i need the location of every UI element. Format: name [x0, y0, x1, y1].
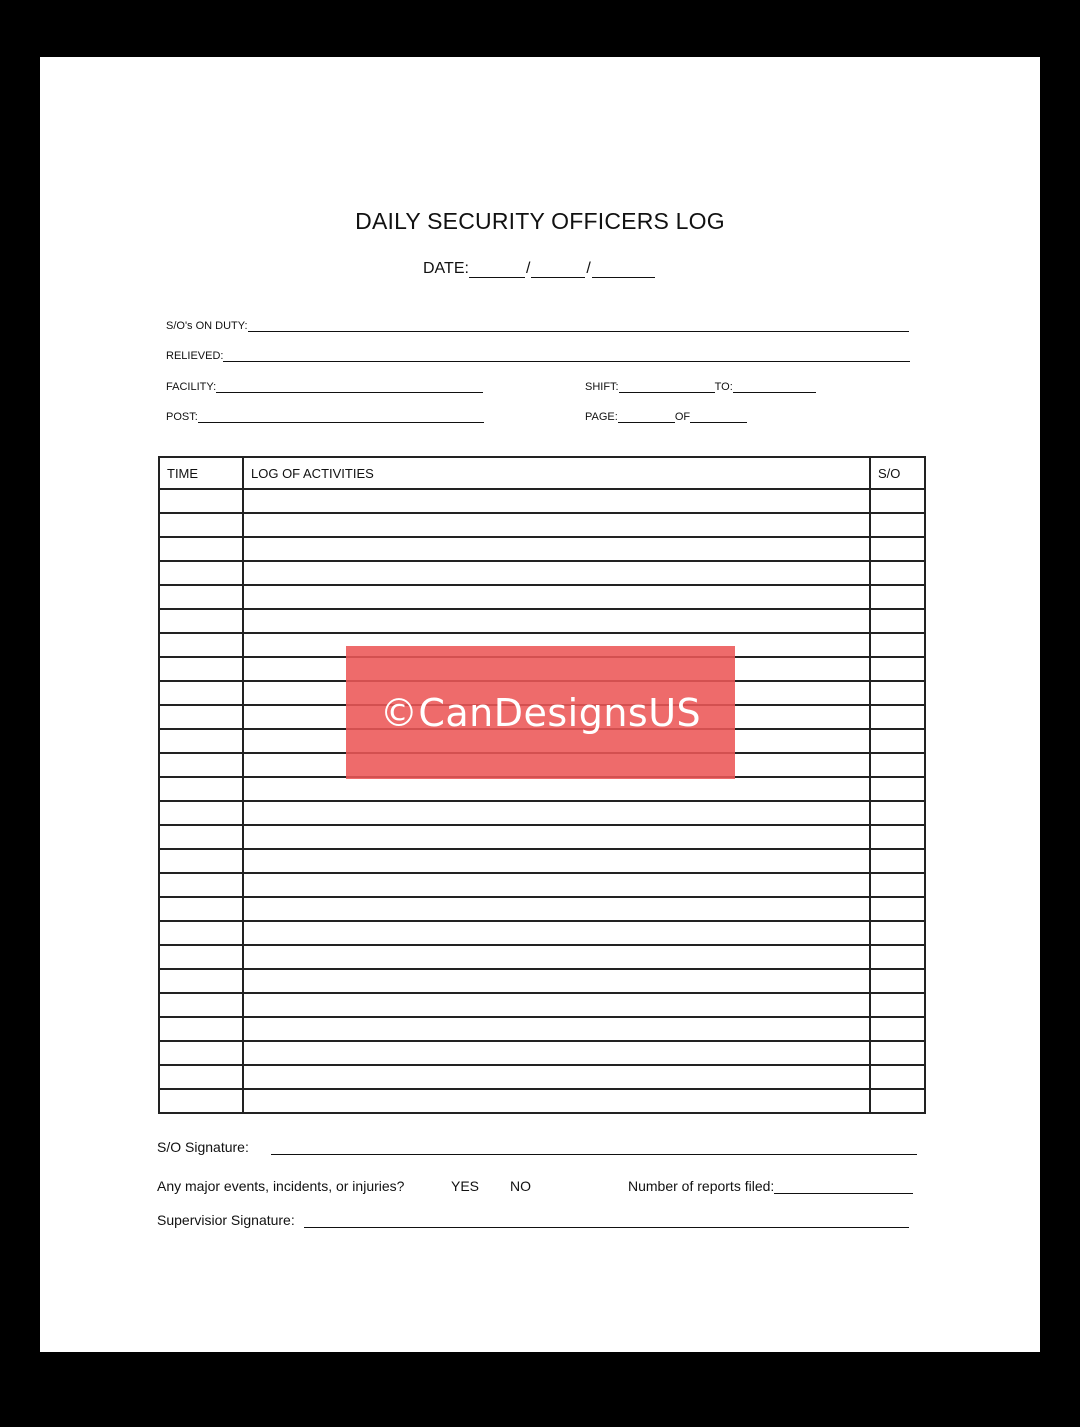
activities-column-header: LOG OF ACTIVITIES [243, 457, 870, 489]
time-cell[interactable] [159, 1089, 243, 1113]
time-cell[interactable] [159, 489, 243, 513]
facility-label: FACILITY: [166, 381, 217, 393]
so-cell[interactable] [870, 849, 925, 873]
activity-cell[interactable] [243, 513, 870, 537]
date-month-blank[interactable] [469, 262, 525, 278]
time-cell[interactable] [159, 753, 243, 777]
activity-cell[interactable] [243, 585, 870, 609]
form-page [40, 57, 1040, 1352]
table-row [159, 1017, 925, 1041]
time-cell[interactable] [159, 849, 243, 873]
form-title: DAILY SECURITY OFFICERS LOG [355, 208, 725, 234]
table-row [159, 513, 925, 537]
events-question: Any major events, incidents, or injuries? [157, 1178, 405, 1194]
table-row [159, 801, 925, 825]
activity-cell[interactable] [243, 1017, 870, 1041]
so-signature-label: S/O Signature: [157, 1139, 249, 1155]
table-row [159, 849, 925, 873]
copyright-watermark [346, 646, 735, 779]
shift-end-blank[interactable] [733, 381, 816, 393]
so-cell[interactable] [870, 609, 925, 633]
activity-log-table [158, 456, 926, 1114]
time-cell[interactable] [159, 1017, 243, 1041]
time-cell[interactable] [159, 585, 243, 609]
so-cell[interactable] [870, 969, 925, 993]
activity-cell[interactable] [243, 873, 870, 897]
activity-cell[interactable] [243, 609, 870, 633]
date-day-blank[interactable] [531, 262, 585, 278]
time-cell[interactable] [159, 609, 243, 633]
time-cell[interactable] [159, 705, 243, 729]
so-cell[interactable] [870, 1089, 925, 1113]
time-column-header: TIME [159, 457, 243, 489]
activity-cell[interactable] [243, 489, 870, 513]
table-row [159, 945, 925, 969]
on-duty-blank[interactable] [248, 320, 909, 332]
time-cell[interactable] [159, 513, 243, 537]
table-row [159, 537, 925, 561]
time-cell[interactable] [159, 681, 243, 705]
time-cell[interactable] [159, 801, 243, 825]
so-cell[interactable] [870, 1017, 925, 1041]
table-row [159, 993, 925, 1017]
time-cell[interactable] [159, 1041, 243, 1065]
activity-cell[interactable] [243, 825, 870, 849]
so-cell[interactable] [870, 897, 925, 921]
table-row [159, 897, 925, 921]
table-row [159, 969, 925, 993]
so-cell[interactable] [870, 801, 925, 825]
time-cell[interactable] [159, 921, 243, 945]
time-cell[interactable] [159, 993, 243, 1017]
time-cell[interactable] [159, 897, 243, 921]
table-row [159, 1089, 925, 1113]
reports-filed-field[interactable] [628, 1178, 913, 1194]
so-cell[interactable] [870, 585, 925, 609]
on-duty-field[interactable] [166, 320, 909, 332]
yes-option[interactable]: YES [451, 1178, 480, 1194]
so-cell[interactable] [870, 1065, 925, 1089]
time-cell[interactable] [159, 945, 243, 969]
so-cell[interactable] [870, 873, 925, 897]
so-cell[interactable] [870, 945, 925, 969]
time-cell[interactable] [159, 657, 243, 681]
log-rows [159, 489, 925, 1113]
so-cell[interactable] [870, 633, 925, 657]
shift-field[interactable] [585, 381, 816, 393]
page-number-blank[interactable] [618, 411, 675, 423]
table-row [159, 921, 925, 945]
relieved-label: RELIEVED: [166, 350, 224, 362]
time-cell[interactable] [159, 537, 243, 561]
date-year-blank[interactable] [592, 262, 655, 278]
date-field[interactable] [423, 260, 655, 278]
table-header-row [159, 457, 925, 489]
activity-cell[interactable] [243, 945, 870, 969]
reports-filed-label: Number of reports filed: [628, 1178, 775, 1194]
post-blank[interactable] [198, 411, 484, 423]
on-duty-label: S/O's ON DUTY: [166, 320, 248, 332]
time-cell[interactable] [159, 1065, 243, 1089]
activity-cell[interactable] [243, 561, 870, 585]
facility-blank[interactable] [216, 381, 483, 393]
activity-cell[interactable] [243, 1065, 870, 1089]
relieved-blank[interactable] [223, 350, 910, 362]
activity-cell[interactable] [243, 993, 870, 1017]
time-cell[interactable] [159, 561, 243, 585]
supervisor-signature-blank[interactable] [304, 1213, 909, 1228]
to-label: TO: [714, 381, 733, 393]
so-cell[interactable] [870, 513, 925, 537]
shift-start-blank[interactable] [619, 381, 715, 393]
table-row [159, 777, 925, 801]
so-column-header: S/O [870, 457, 925, 489]
so-signature-blank[interactable] [271, 1140, 917, 1155]
reports-filed-blank[interactable] [774, 1179, 913, 1194]
table-row [159, 489, 925, 513]
table-row [159, 609, 925, 633]
activity-cell[interactable] [243, 849, 870, 873]
relieved-field[interactable] [166, 350, 910, 362]
table-row [159, 825, 925, 849]
time-cell[interactable] [159, 969, 243, 993]
time-cell[interactable] [159, 729, 243, 753]
activity-cell[interactable] [243, 969, 870, 993]
post-field[interactable] [166, 411, 484, 423]
watermark-text: ©CanDesignsUS [379, 690, 702, 735]
no-option[interactable]: NO [510, 1178, 531, 1194]
time-cell[interactable] [159, 873, 243, 897]
so-cell[interactable] [870, 681, 925, 705]
so-signature-field[interactable] [157, 1139, 917, 1155]
time-cell[interactable] [159, 777, 243, 801]
table-row [159, 1065, 925, 1089]
so-cell[interactable] [870, 1041, 925, 1065]
so-cell[interactable] [870, 657, 925, 681]
activity-cell[interactable] [243, 801, 870, 825]
table-row [159, 873, 925, 897]
supervisor-signature-label: Supervisior Signature: [157, 1212, 295, 1228]
activity-cell[interactable] [243, 1089, 870, 1113]
so-cell[interactable] [870, 921, 925, 945]
page-total-blank[interactable] [690, 411, 747, 423]
page-label: PAGE: [585, 411, 618, 423]
activity-cell[interactable] [243, 921, 870, 945]
post-label: POST: [166, 411, 198, 423]
facility-field[interactable] [166, 381, 483, 393]
supervisor-signature-field[interactable] [157, 1212, 909, 1228]
so-cell[interactable] [870, 993, 925, 1017]
date-separator: / [586, 260, 591, 277]
time-cell[interactable] [159, 825, 243, 849]
activity-cell[interactable] [243, 777, 870, 801]
so-cell[interactable] [870, 777, 925, 801]
activity-cell[interactable] [243, 1041, 870, 1065]
of-label: OF [674, 411, 691, 423]
so-cell[interactable] [870, 825, 925, 849]
shift-label: SHIFT: [585, 381, 619, 393]
activity-cell[interactable] [243, 537, 870, 561]
so-cell[interactable] [870, 753, 925, 777]
time-cell[interactable] [159, 633, 243, 657]
activity-cell[interactable] [243, 897, 870, 921]
page-field[interactable] [585, 411, 747, 423]
table-row [159, 561, 925, 585]
so-cell[interactable] [870, 561, 925, 585]
date-separator: / [525, 260, 531, 277]
so-cell[interactable] [870, 729, 925, 753]
table-row [159, 1041, 925, 1065]
date-label: DATE: [423, 260, 469, 277]
so-cell[interactable] [870, 489, 925, 513]
so-cell[interactable] [870, 705, 925, 729]
table-row [159, 585, 925, 609]
so-cell[interactable] [870, 537, 925, 561]
